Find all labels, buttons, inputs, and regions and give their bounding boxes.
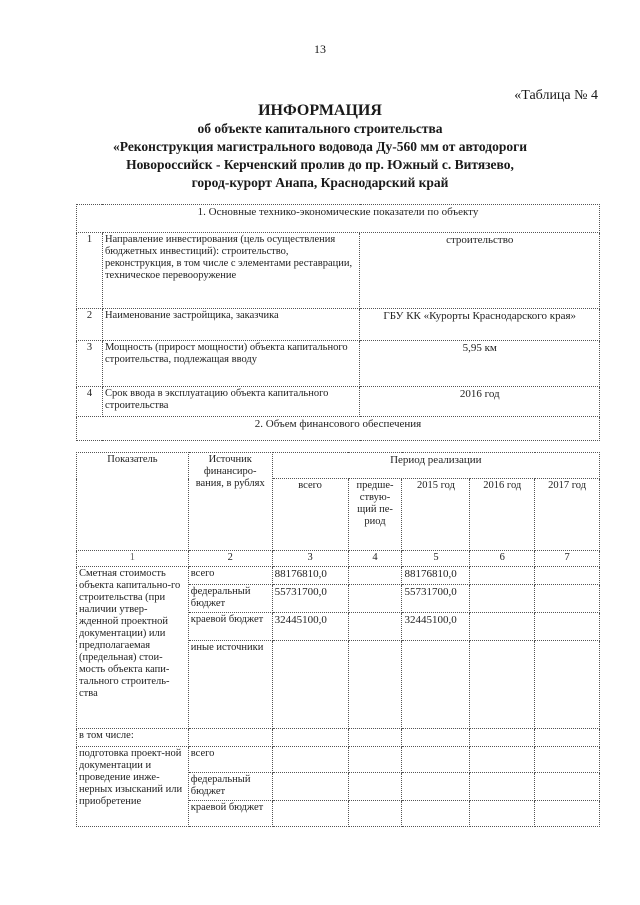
prev-cell <box>348 641 402 729</box>
row-label: Мощность (прирост мощности) объекта капитального строительства, подлежащая вводу <box>102 341 359 387</box>
y2016-cell <box>470 641 535 729</box>
row-number: 1 <box>77 233 103 309</box>
total-cell: 32445100,0 <box>272 613 348 641</box>
header-total: всего <box>272 479 348 551</box>
source-cell: иные источники <box>188 641 272 729</box>
y2015-cell <box>402 641 470 729</box>
prev-cell <box>348 567 402 585</box>
header-2017: 2017 год <box>535 479 600 551</box>
col-number: 2 <box>188 551 272 567</box>
subtitle-line: «Реконструкция магистрального водовода Ду-560 мм от автодороги <box>113 139 527 154</box>
document-title: ИНФОРМАЦИЯ <box>258 102 382 119</box>
row-number: 2 <box>77 309 103 341</box>
y2017-cell <box>535 567 600 585</box>
y2015-cell: 55731700,0 <box>402 585 470 613</box>
row-label: Наименование застройщика, заказчика <box>102 309 359 341</box>
total-cell: 88176810,0 <box>272 567 348 585</box>
total-cell <box>272 641 348 729</box>
source-cell: краевой бюджет <box>188 801 272 827</box>
y2016-cell <box>470 567 535 585</box>
section2-heading: 2. Объем финансового обеспечения <box>77 417 600 441</box>
in-that-number: в том числе: <box>77 729 189 747</box>
subtitle-line: об объекте капитального строительства <box>197 121 443 136</box>
header-indicator: Показатель <box>77 453 189 551</box>
header-period: Период реализации <box>272 453 599 479</box>
tech-economic-table <box>76 204 600 441</box>
y2015-cell: 88176810,0 <box>402 567 470 585</box>
col-number: 7 <box>535 551 600 567</box>
col-number: 5 <box>402 551 470 567</box>
section1-heading: 1. Основные технико-экономические показатели по объекту <box>77 205 600 233</box>
header-source: Источник финансиро-вания, в рублях <box>188 453 272 551</box>
row-value: строительство <box>360 233 600 309</box>
table-reference: «Таблица № 4 <box>514 88 598 103</box>
source-cell: федеральный бюджет <box>188 585 272 613</box>
prev-cell <box>348 585 402 613</box>
row-label: Направление инвестирования (цель осуществления бюджетных инвестиций): строительство, реконструкция, в том числе с элементами реставрации, техническое перевооружение <box>102 233 359 309</box>
col-number: 4 <box>348 551 402 567</box>
y2017-cell <box>535 641 600 729</box>
prev-cell <box>348 613 402 641</box>
y2016-cell <box>470 613 535 641</box>
subtitle-line: город-курорт Анапа, Краснодарский край <box>191 175 449 190</box>
y2017-cell <box>535 613 600 641</box>
block1-label: Сметная стоимость объекта капитально-го строительства (при наличии утвер-жденной проектной документации) или предполагаемая (предельная) стои-мость объекта капи-тального строитель-ства <box>77 567 189 729</box>
subtitle-line: Новороссийск - Керченский пролив до пр. Южный с. Витязево, <box>126 157 514 172</box>
source-cell: всего <box>188 567 272 585</box>
total-cell: 55731700,0 <box>272 585 348 613</box>
y2015-cell: 32445100,0 <box>402 613 470 641</box>
y2016-cell <box>470 585 535 613</box>
page-number: 13 <box>314 42 326 56</box>
col-number: 3 <box>272 551 348 567</box>
y2017-cell <box>535 585 600 613</box>
header-previous: предше-ствую-щий пе-риод <box>348 479 402 551</box>
col-number: 6 <box>470 551 535 567</box>
row-value: ГБУ КК «Курорты Краснодарского края» <box>360 309 600 341</box>
row-value: 5,95 км <box>360 341 600 387</box>
source-cell: федеральный бюджет <box>188 773 272 801</box>
block2-label: подготовка проект-ной документации и проведение инже-нерных изысканий или приобретение <box>77 747 189 827</box>
row-value: 2016 год <box>360 387 600 417</box>
row-label: Срок ввода в эксплуатацию объекта капитального строительства <box>102 387 359 417</box>
financing-table <box>76 452 600 827</box>
source-cell: краевой бюджет <box>188 613 272 641</box>
header-2015: 2015 год <box>402 479 470 551</box>
col-number: 1 <box>77 551 189 567</box>
header-2016: 2016 год <box>470 479 535 551</box>
row-number: 3 <box>77 341 103 387</box>
source-cell: всего <box>188 747 272 773</box>
row-number: 4 <box>77 387 103 417</box>
